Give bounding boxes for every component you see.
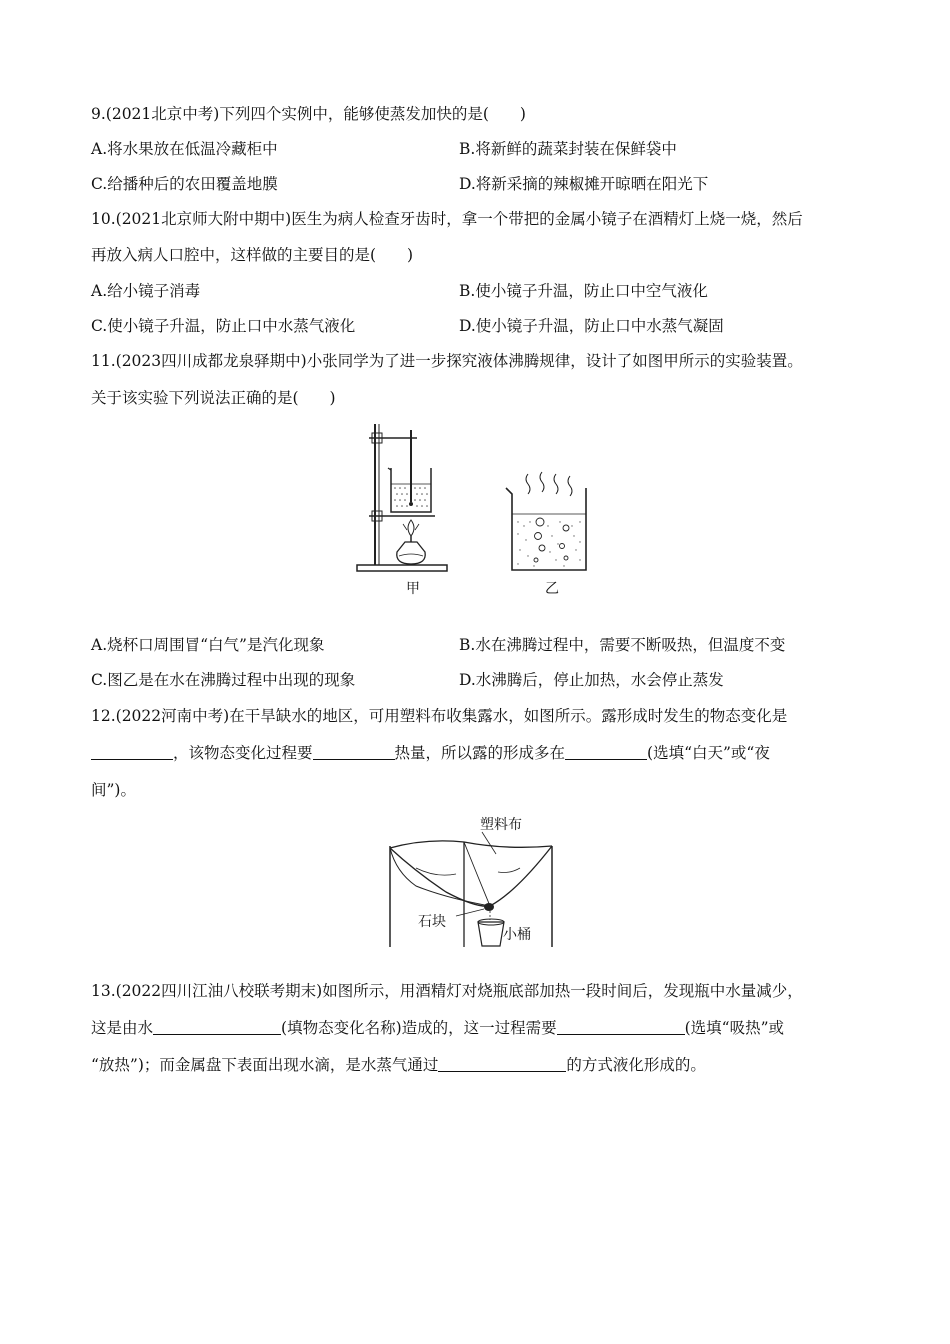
q12-line1: 12.(2022河南中考)在干旱缺水的地区，可用塑料布收集露水，如图所示。露形成时发生的物态变化是 xyxy=(91,707,788,725)
figure-label-yi: 乙 xyxy=(545,581,559,597)
q10-option-c: C.使小镜子升温，防止口中水蒸气液化 xyxy=(91,317,356,335)
q13-blank-2[interactable] xyxy=(557,1018,685,1035)
boiling-beaker-figure xyxy=(500,470,600,575)
q9-option-b: B.将新鲜的蔬菜封装在保鲜袋中 xyxy=(459,140,677,158)
q12-line2-text-b: 热量，所以露的形成多在 xyxy=(394,744,566,762)
q12-blank-3[interactable] xyxy=(565,743,647,760)
figure-label-jia: 甲 xyxy=(406,581,420,597)
boiling-apparatus-figure xyxy=(355,420,455,575)
q10-option-d: D.使小镜子升温，防止口中水蒸气凝固 xyxy=(459,317,724,335)
q9-option-c: C.给播种后的农田覆盖地膜 xyxy=(91,175,278,193)
q11-option-c: C.图乙是在水在沸腾过程中出现的现象 xyxy=(91,671,356,689)
q13-line3-text-b: 的方式液化形成的。 xyxy=(566,1056,706,1074)
q13-blank-1[interactable] xyxy=(153,1018,281,1035)
q13-line3-text-a: “放热”)；而金属盘下表面出现水滴，是水蒸气通过 xyxy=(91,1056,439,1074)
q13-blank-3[interactable] xyxy=(438,1055,566,1072)
q13-line2-text-b: (填物态变化名称)造成的，这一过程需要 xyxy=(281,1019,557,1037)
figure-label-plastic-sheet: 塑料布 xyxy=(480,817,522,833)
q13-line1: 13.(2022四川江油八校联考期末)如图所示，用酒精灯对烧瓶底部加热一段时间后，发现瓶中水量减少， xyxy=(91,982,803,1000)
q11-stem-line2: 关于该实验下列说法正确的是( ) xyxy=(91,389,336,407)
q11-option-d: D.水沸腾后，停止加热，水会停止蒸发 xyxy=(459,671,724,689)
q12-blank-1[interactable] xyxy=(91,743,173,760)
q13-line2-text-c: (选填“吸热”或 xyxy=(684,1019,785,1037)
q12-line3: 间”)。 xyxy=(91,781,136,799)
q13-line2 xyxy=(91,1017,784,1039)
figure-label-bucket: 小桶 xyxy=(503,927,531,943)
q9-option-a: A.将水果放在低温冷藏柜中 xyxy=(91,140,278,158)
q10-stem-line1: 10.(2021北京师大附中期中)医生为病人检查牙齿时，拿一个带把的金属小镜子在酒精灯上烧一烧，然后 xyxy=(91,210,803,228)
q10-stem-line2: 再放入病人口腔中，这样做的主要目的是( ) xyxy=(91,246,414,264)
q9-option-d: D.将新采摘的辣椒摊开晾晒在阳光下 xyxy=(459,175,709,193)
q11-stem-line1: 11.(2023四川成都龙泉驿期中)小张同学为了进一步探究液体沸腾规律，设计了如图甲所示的实验装置。 xyxy=(91,352,803,370)
q12-line2 xyxy=(91,742,770,764)
q12-blank-2[interactable] xyxy=(313,743,395,760)
q13-line3 xyxy=(91,1054,706,1076)
q12-line2-text-c: (选填“白天”或“夜 xyxy=(647,744,770,762)
q10-option-a: A.给小镜子消毒 xyxy=(91,282,201,300)
q12-line2-text-a: ，该物态变化过程要 xyxy=(173,744,313,762)
dew-collector-figure xyxy=(386,812,561,952)
figure-label-stone: 石块 xyxy=(418,914,446,930)
q10-option-b: B.使小镜子升温，防止口中空气液化 xyxy=(459,282,708,300)
q9-stem: 9.(2021北京中考)下列四个实例中，能够使蒸发加快的是( ) xyxy=(91,105,526,123)
q13-line2-text-a: 这是由水 xyxy=(91,1019,154,1037)
q11-option-a: A.烧杯口周围冒“白气”是汽化现象 xyxy=(91,636,325,654)
q11-option-b: B.水在沸腾过程中，需要不断吸热，但温度不变 xyxy=(459,636,786,654)
